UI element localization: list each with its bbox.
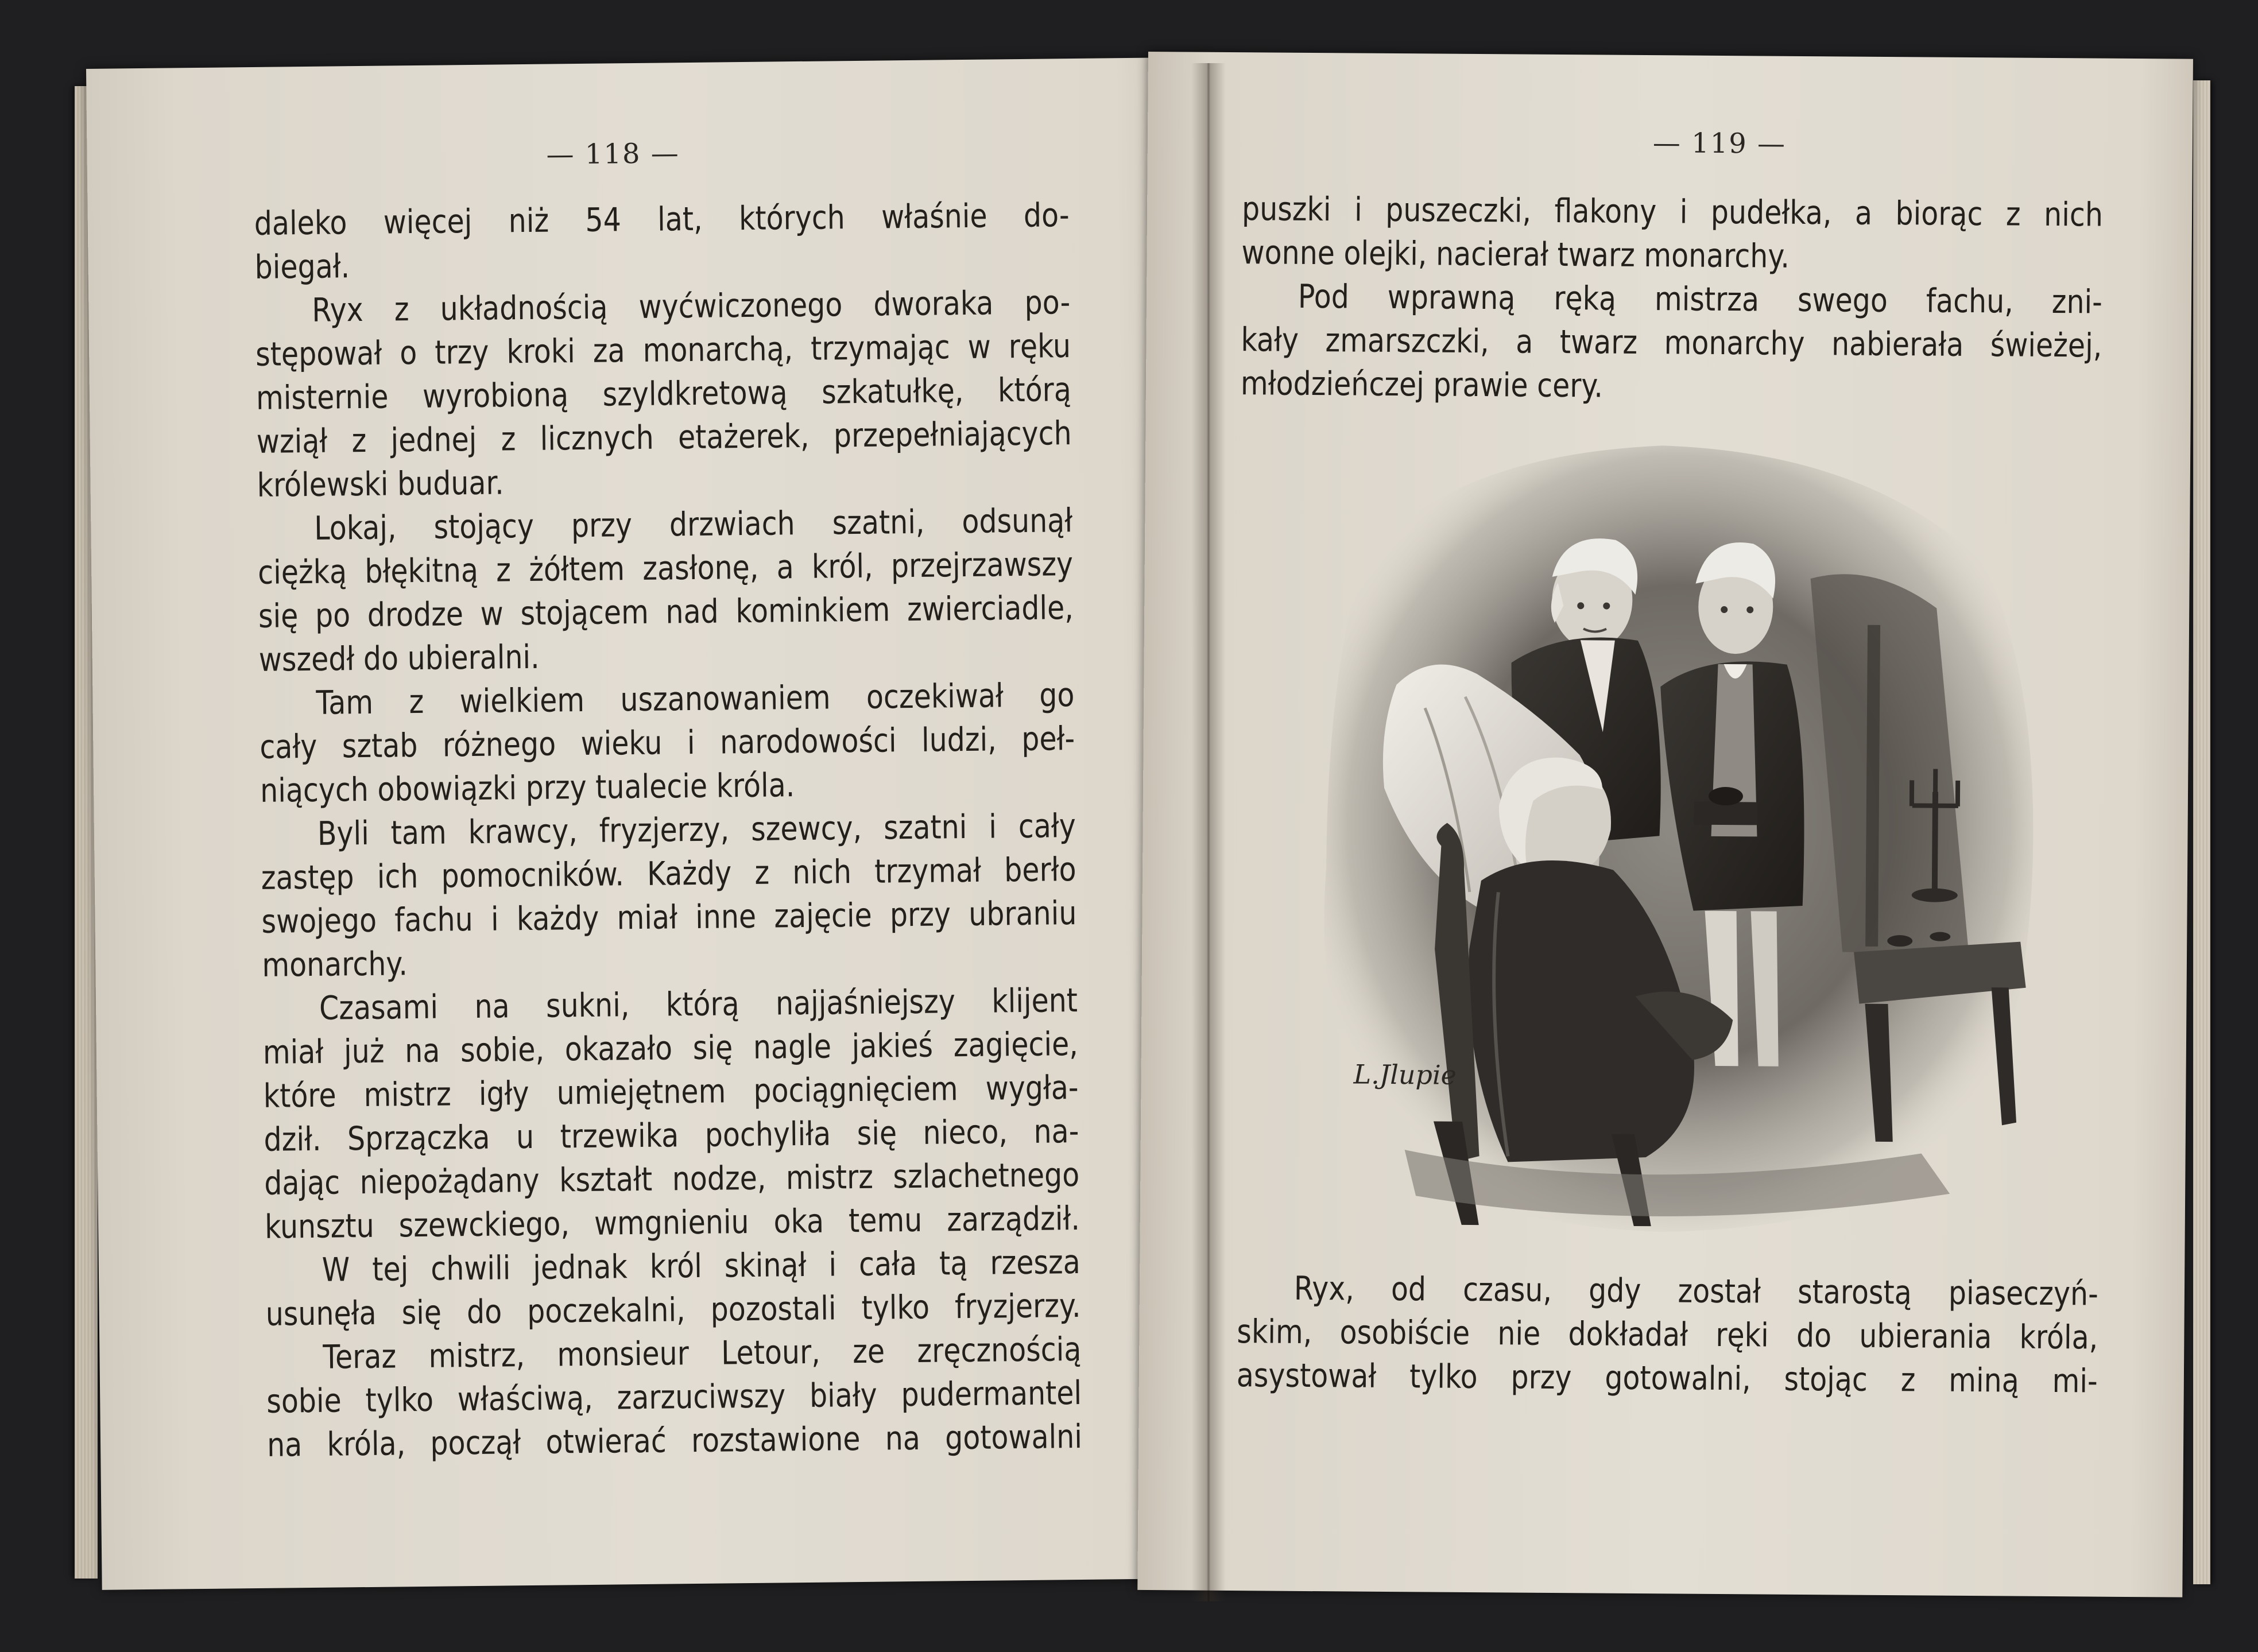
text-line: niących obowiązki przy tualecie króla. <box>260 766 795 810</box>
text-line: misternie wyrobioną szyldkretową szkatułkę, którą <box>255 371 1072 417</box>
text-line: Ryx, od czasu, gdy został starostą piaseczyń- <box>1293 1269 2098 1313</box>
text-line: swojego fachu i każdy miał inne zajęcie przy ubraniu <box>261 894 1077 941</box>
text-line: dając niepożądany kształt nodze, mistrz szlachetnego <box>264 1155 1080 1203</box>
text-line: Czasami na sukni, którą najjaśniejszy klijent <box>319 982 1078 1027</box>
right-page-bottom-text <box>1236 1266 2098 1402</box>
text-line: puszki i puszeczki, flakony i pudełka, a biorąc z nich <box>1241 190 2104 234</box>
text-line: Byli tam krawcy, fryzjerzy, szewcy, szatni i cały <box>317 807 1076 853</box>
engraving-illustration <box>1289 432 2047 1246</box>
text-line: usunęła się do poczekalni, pozostali tylko fryzjerzy. <box>265 1286 1081 1333</box>
text-line: kały zmarszczki, a twarz monarchy nabierała świeżej, <box>1241 321 2102 365</box>
text-line: Pod wprawną ręką mistrza swego fachu, zni- <box>1298 277 2103 321</box>
text-line: sobie tylko właściwą, zarzuciwszy biały pudermantel <box>266 1374 1082 1421</box>
text-line: Lokaj, stojący przy drzwiach szatni, odsunął <box>313 502 1073 548</box>
illustration-signature: L.Jlupie <box>1353 1058 1457 1091</box>
text-line: które mistrz igły umiejętnem pociągnięciem wygła- <box>263 1068 1079 1115</box>
engraving-illustration-icon <box>1289 432 2047 1246</box>
text-line: Tam z wielkiem uszanowaniem oczekiwał go <box>316 676 1075 722</box>
text-line: wszedł do ubieralni. <box>258 638 540 679</box>
right-page-top-text <box>1240 187 2104 410</box>
right-page-edges <box>2193 80 2210 1584</box>
text-line: monarchy. <box>262 945 408 984</box>
text-line: W tej chwili jednak król skinął i cała tą rzesza <box>322 1243 1081 1289</box>
text-line: asystował tylko przy gotowalni, stojąc z miną mi- <box>1236 1356 2098 1401</box>
text-line: cały sztab różnego wieku i narodowości ludzi, peł- <box>260 720 1075 766</box>
open-book <box>75 46 2210 1607</box>
text-line: wziął z jednej z licznych etażerek, przepełniających <box>256 414 1072 461</box>
page-number-right: — 119 — <box>1652 127 1787 160</box>
text-line: daleko więcej niż 54 lat, których właśnie do- <box>254 196 1070 243</box>
text-line: na króla, począł otwierać rozstawione na gotowalni <box>266 1417 1083 1464</box>
text-line: wonne olejki, nacierał twarz monarchy. <box>1241 234 1790 276</box>
text-line: miał już na sobie, okazało się nagle jakieś zagięcie, <box>262 1025 1079 1072</box>
text-line: królewski buduar. <box>257 464 505 505</box>
text-line: się po drodze w stojącem nad kominkiem zwierciadle, <box>258 589 1074 635</box>
text-line: biegał. <box>254 247 350 286</box>
text-line: skim, osobiście nie dokładał ręki do ubierania króla, <box>1237 1313 2098 1357</box>
text-line: dził. Sprzączka u trzewika pochyliła się nieco, na- <box>264 1112 1079 1159</box>
text-line: młodzieńczej prawie cery. <box>1240 364 1604 405</box>
text-line: stępował o trzy kroki za monarchą, trzymając w ręku <box>255 327 1071 374</box>
text-line: Teraz mistrz, monsieur Letour, ze zręcznością <box>323 1330 1082 1376</box>
text-line: kunsztu szewckiego, wmgnieniu oka temu zarządził. <box>264 1199 1080 1246</box>
text-line: zastęp ich pomocników. Każdy z nich trzymał berło <box>261 851 1076 897</box>
text-line: ciężką błękitną z żółtem zasłonę, a król, przejrzawszy <box>257 545 1074 592</box>
page-number-left: — 118 — <box>546 137 680 171</box>
left-page-text <box>254 195 1083 1467</box>
text-line: Ryx z układnością wyćwiczonego dworaka po- <box>311 284 1071 329</box>
right-page <box>1137 52 2193 1597</box>
left-page <box>86 57 1222 1590</box>
